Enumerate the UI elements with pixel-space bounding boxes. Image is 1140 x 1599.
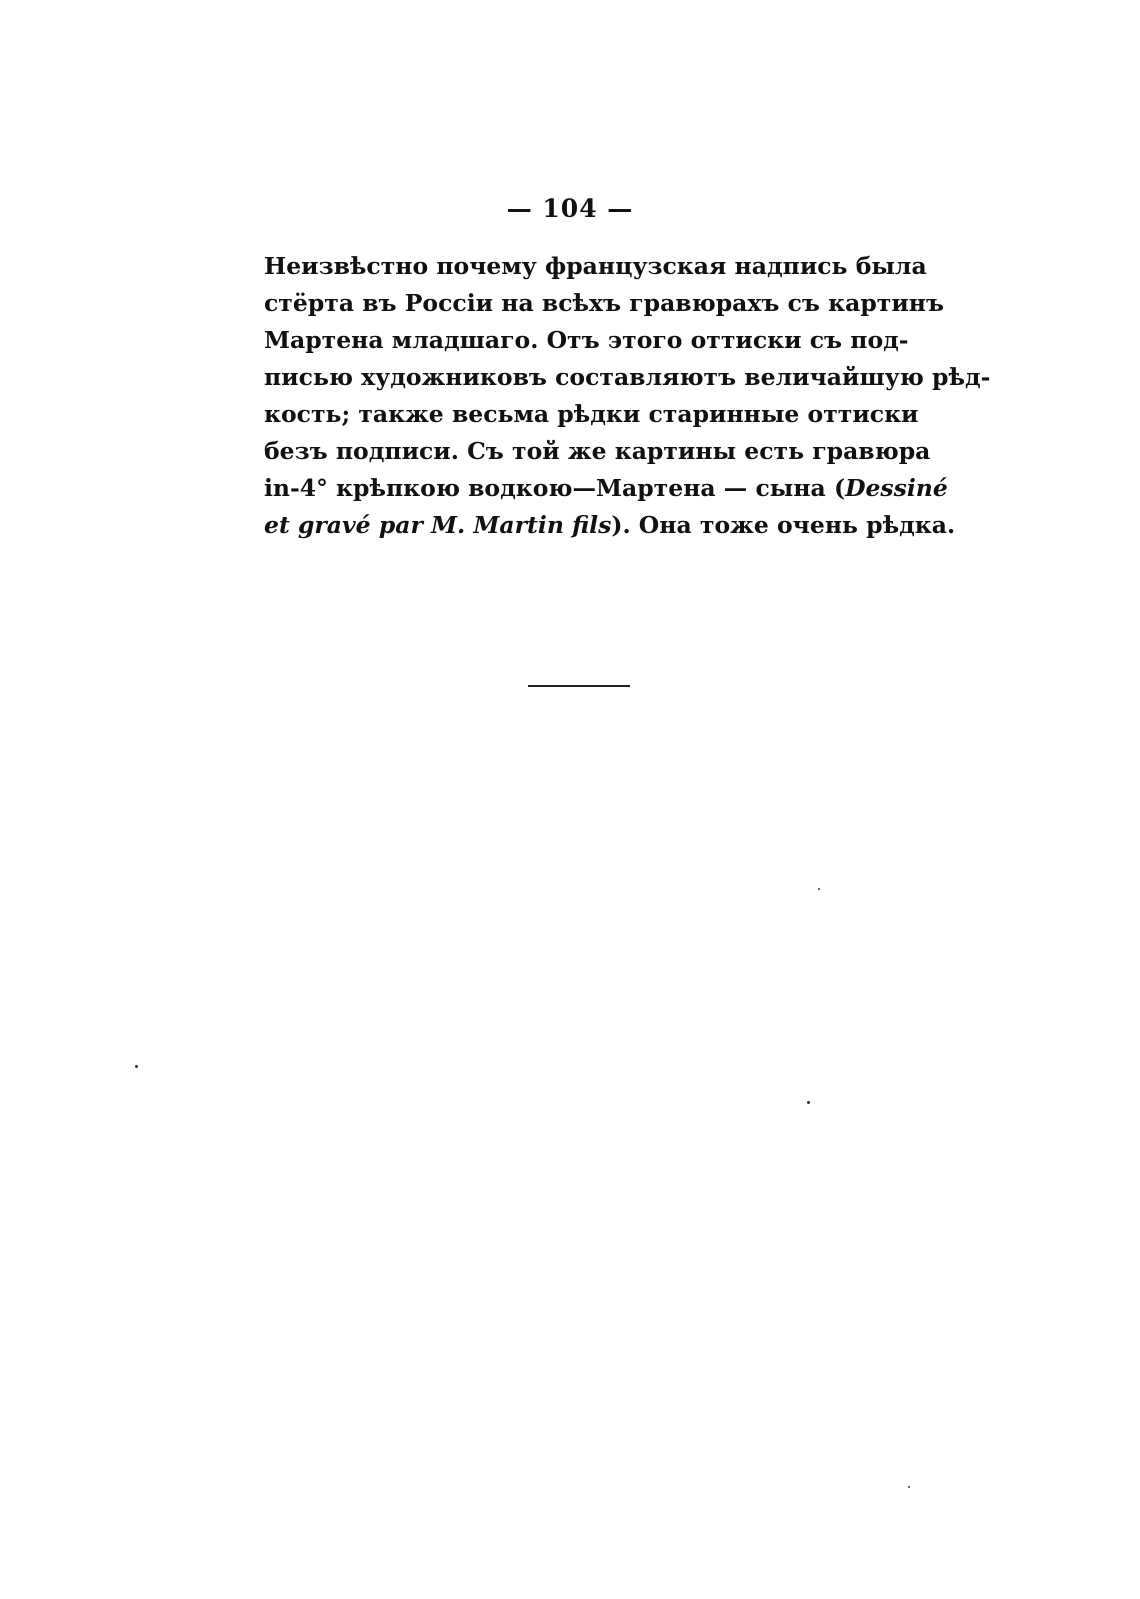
text-line-7-italic: Dessiné [845, 474, 948, 502]
scan-speck [135, 1065, 138, 1068]
text-line-3: Мартена младшаго. Отъ этого оттиски съ под- [264, 326, 909, 354]
scan-speck [818, 888, 820, 890]
text-line-5: кость; также весьма рѣдки старинные оттиски [264, 400, 919, 428]
text-line-4: писью художниковъ составляютъ величайшую рѣд- [264, 363, 991, 391]
text-line-8-italic: et gravé par M. Martin fils [264, 511, 612, 539]
scan-speck [908, 1486, 910, 1488]
text-line-7 [264, 470, 948, 507]
text-line-2: стёрта въ Россіи на всѣхъ гравюрахъ съ картинъ [264, 289, 944, 317]
text-line-1: Неизвѣстно почему французская надпись была [264, 252, 927, 280]
scan-speck [807, 1101, 810, 1104]
text-line-6: безъ подписи. Съ той же картины есть гравюра [264, 437, 931, 465]
body-paragraph [264, 248, 991, 544]
page-number: — 104 — [506, 194, 634, 223]
text-line-8 [264, 507, 956, 544]
end-rule [528, 685, 630, 687]
text-line-8-roman: ). Она тоже очень рѣдка. [611, 511, 956, 539]
text-line-7-roman: in-4° крѣпкою водкою—Мартена — сына ( [264, 474, 846, 502]
